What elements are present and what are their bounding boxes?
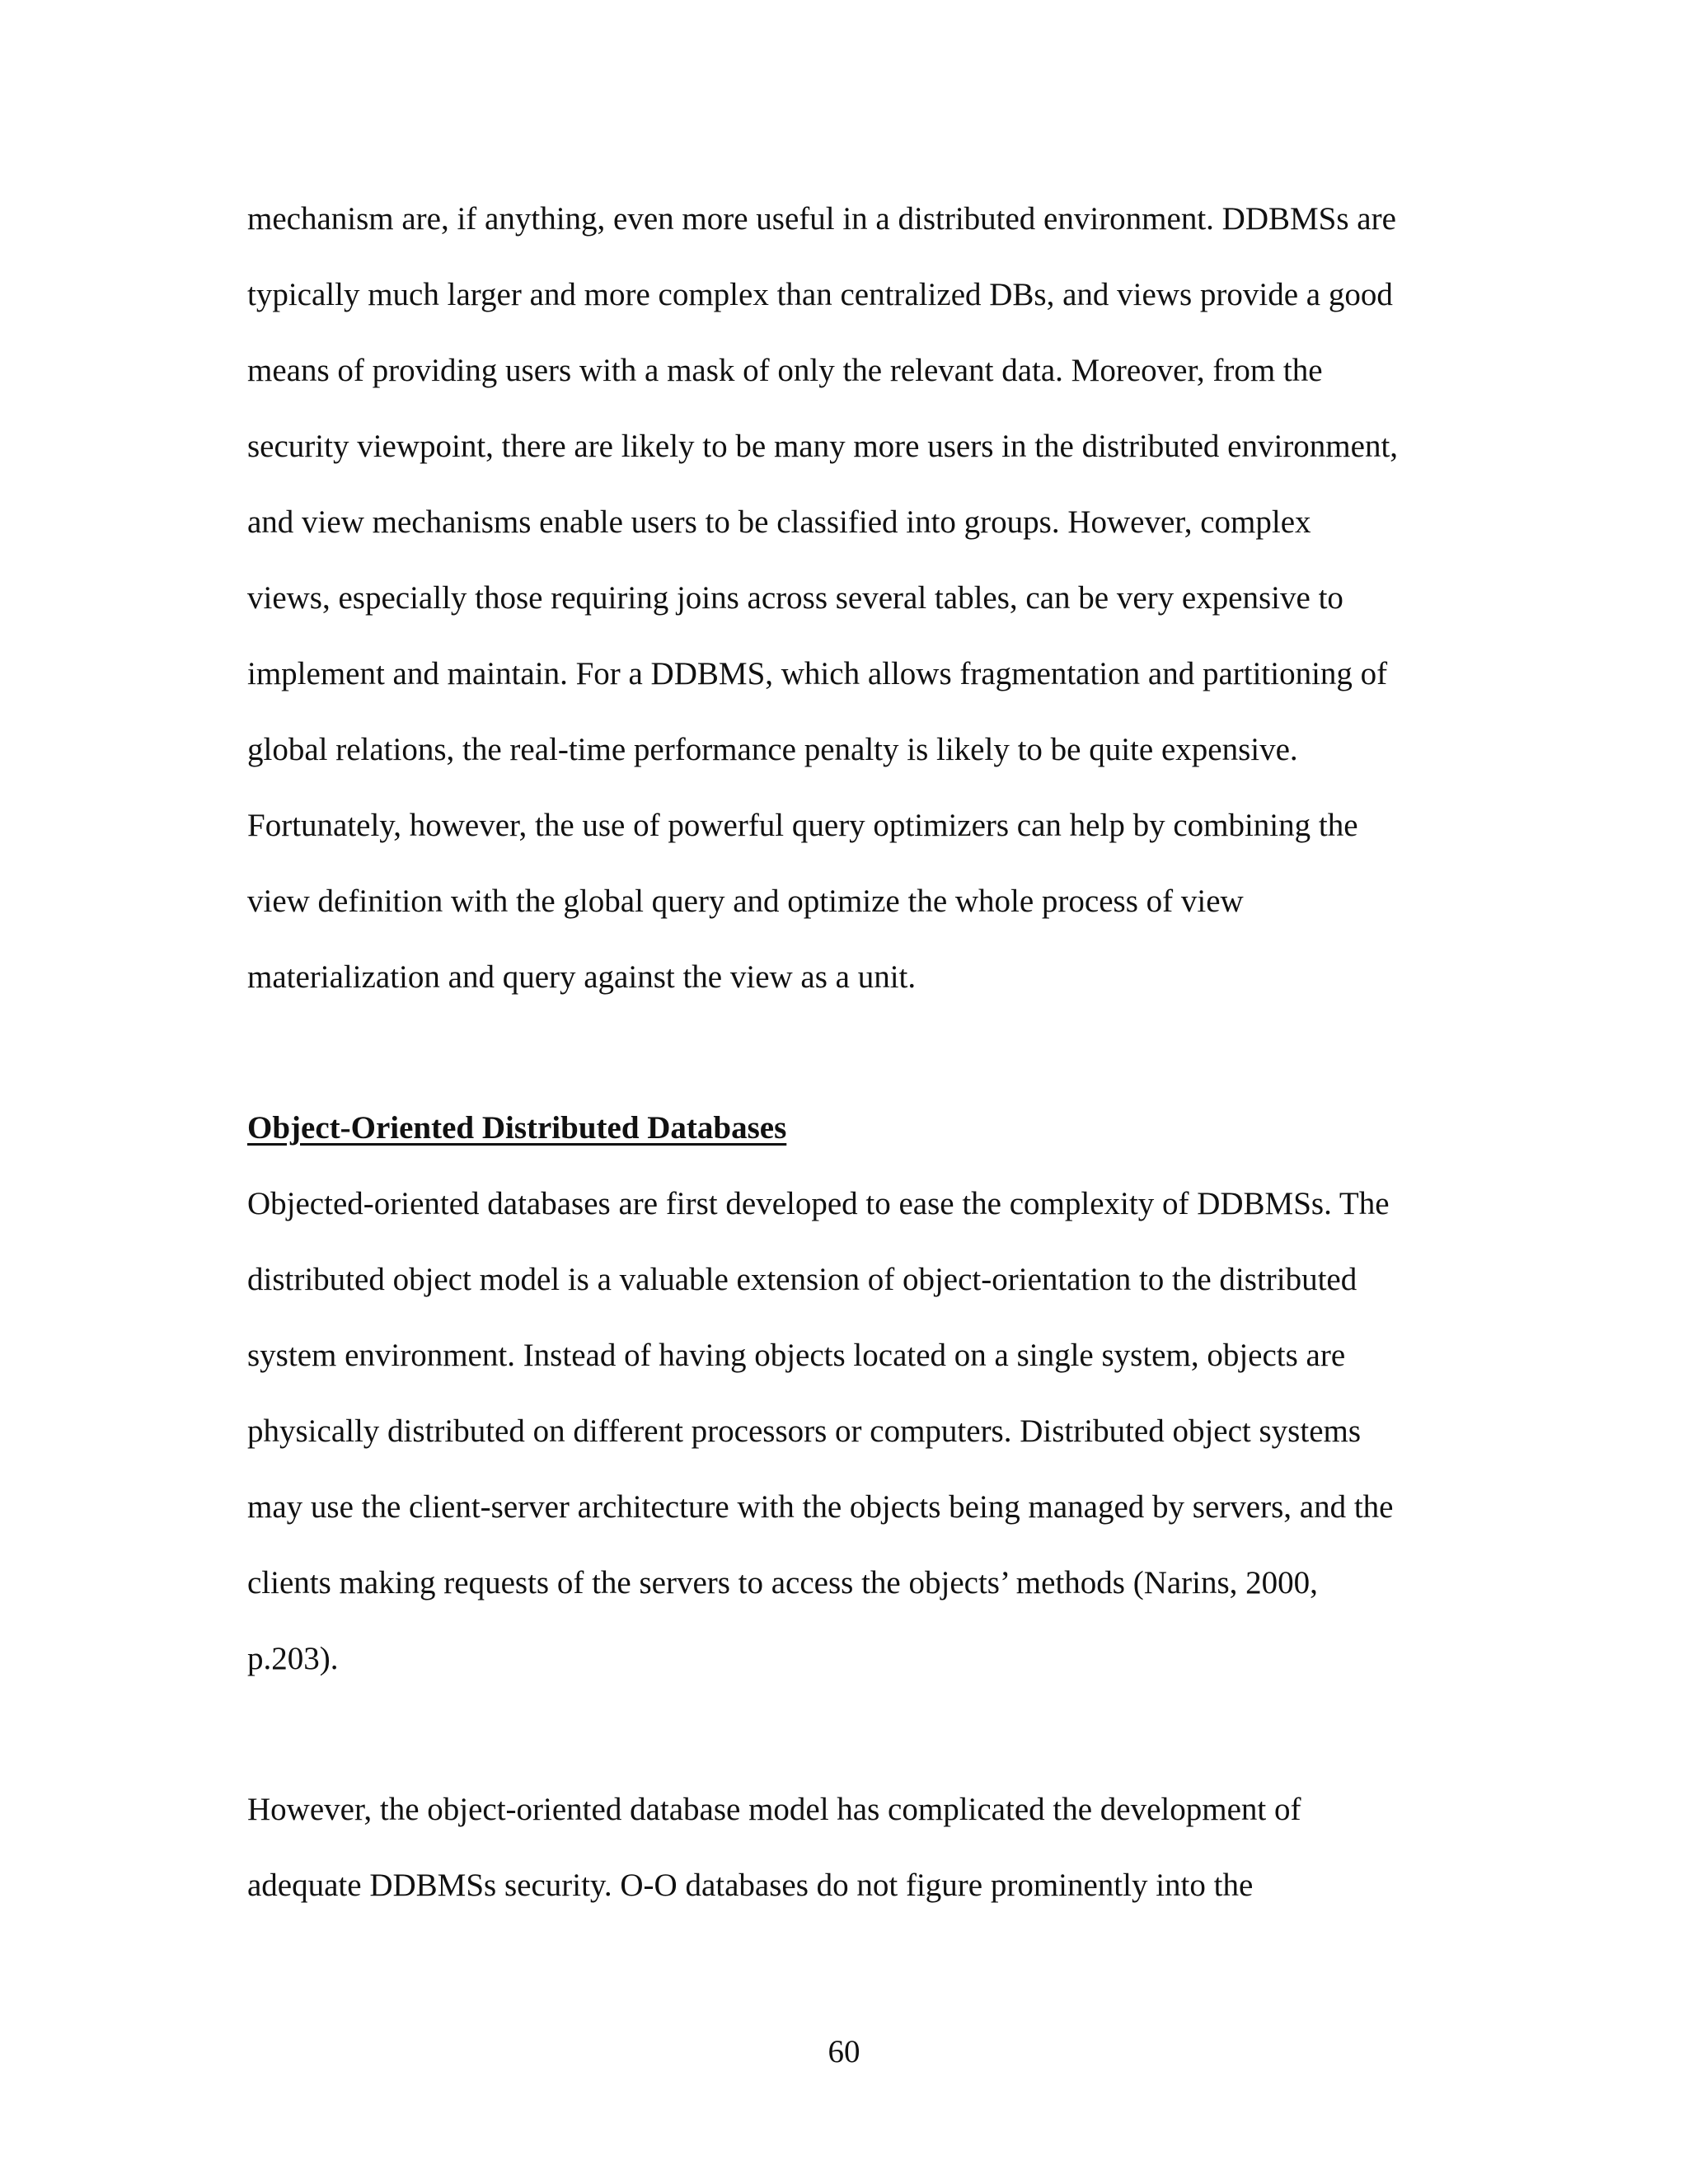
text-line: mechanism are, if anything, even more useful in a distributed environment. DDBMSs are	[247, 201, 1396, 237]
paragraph-security	[247, 1772, 1459, 1924]
section-heading: Object-Oriented Distributed Databases	[247, 1110, 787, 1146]
text-line: typically much larger and more complex than centralized DBs, and views provide a good	[247, 277, 1393, 312]
text-line: physically distributed on different processors or computers. Distributed object systems	[247, 1413, 1362, 1449]
text-line: views, especially those requiring joins across several tables, can be very expensive to	[247, 580, 1343, 616]
paragraph-views	[247, 181, 1459, 1015]
text-line: clients making requests of the servers to access the objects’ methods (Narins, 2000,	[247, 1565, 1318, 1601]
text-line: security viewpoint, there are likely to be many more users in the distributed environment,	[247, 429, 1399, 464]
text-line: However, the object-oriented database model has complicated the development of	[247, 1792, 1301, 1827]
text-line: distributed object model is a valuable extension of object-orientation to the distributed	[247, 1262, 1357, 1297]
text-line: implement and maintain. For a DDBMS, which allows fragmentation and partitioning of	[247, 656, 1388, 691]
page-number: 60	[828, 2034, 860, 2069]
text-line: p.203).	[247, 1641, 339, 1676]
text-line: materialization and query against the view as a unit.	[247, 959, 917, 995]
text-line: Fortunately, however, the use of powerful query optimizers can help by combining the	[247, 808, 1358, 843]
text-line: adequate DDBMSs security. O-O databases do not figure prominently into the	[247, 1868, 1254, 1903]
text-line: and view mechanisms enable users to be classified into groups. However, complex	[247, 504, 1311, 540]
text-line: system environment. Instead of having objects located on a single system, objects are	[247, 1338, 1346, 1373]
text-line: may use the client-server architecture with the objects being managed by servers, and the	[247, 1489, 1394, 1525]
text-line: Objected-oriented databases are first developed to ease the complexity of DDBMSs. The	[247, 1186, 1390, 1221]
text-line: means of providing users with a mask of only the relevant data. Moreover, from the	[247, 353, 1323, 388]
text-line: global relations, the real-time performance penalty is likely to be quite expensive.	[247, 732, 1298, 767]
text-line: view definition with the global query and optimize the whole process of view	[247, 883, 1244, 919]
paragraph-object-oriented	[247, 1166, 1459, 1697]
